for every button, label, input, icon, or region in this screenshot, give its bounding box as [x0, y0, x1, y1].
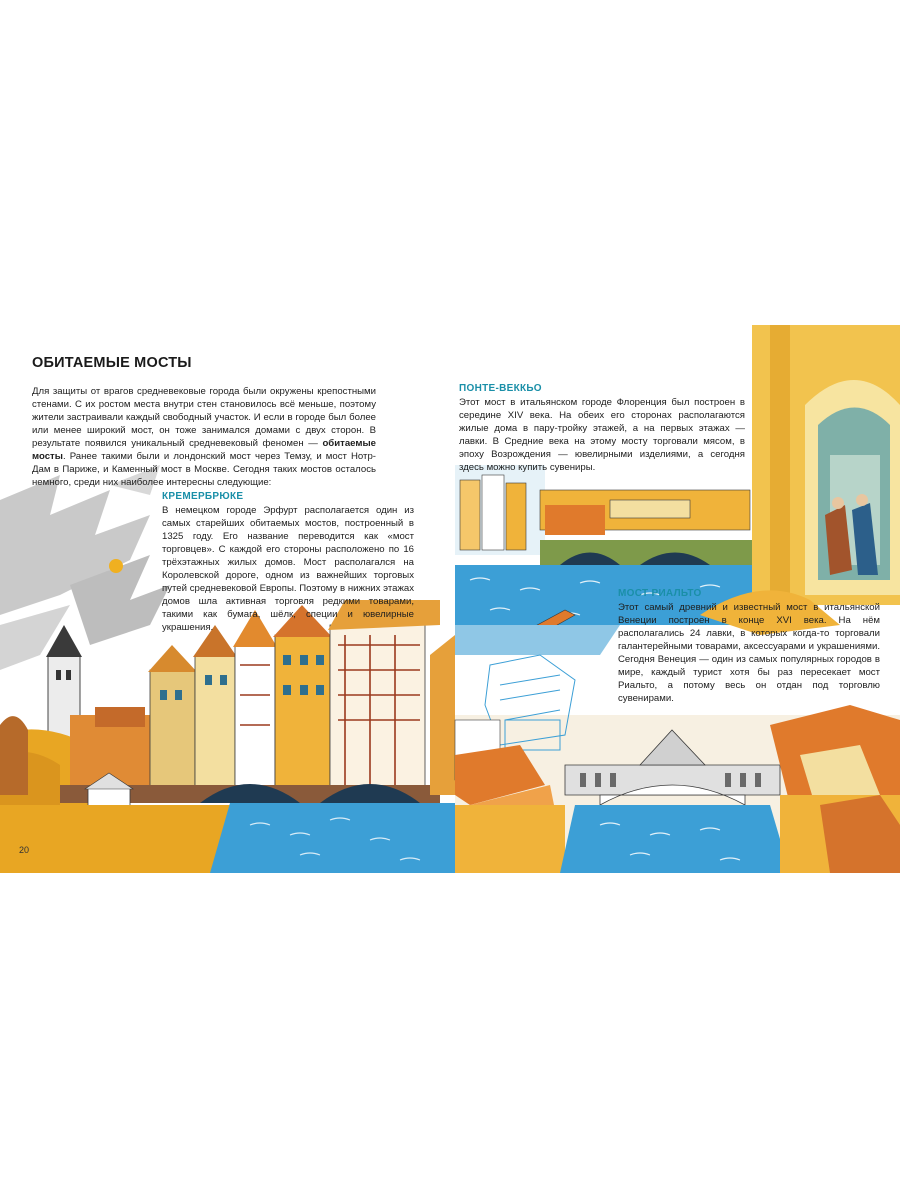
- kraemerbruecke-erfurt-illustration: [0, 600, 455, 873]
- kremerbruecke-heading: КРЕМЕРБРЮКЕ: [162, 491, 244, 502]
- book-spread: [0, 325, 900, 873]
- ponte-vecchio-heading: ПОНТЕ-ВЕККЬО: [459, 383, 542, 394]
- page-number: 20: [19, 845, 30, 855]
- rialto-heading: МОСТ РИАЛЬТО: [618, 588, 702, 599]
- sun-dot: [109, 559, 123, 573]
- rialto-section: [618, 587, 880, 705]
- intro-paragraph: [32, 385, 376, 489]
- intro-text-part1: Для защиты от врагов средневековые города были окружены крепостными стенами. С их ростом места внутри стен становилось всё меньше, поэтому жители застраивали каждый свободный участок. И если в городе был более или менее широкий мост, он тоже занимался домами с двух сторон. В результате появился уникальный средневековый феномен —: [32, 386, 376, 449]
- ponte-vecchio-text: Этот мост в итальянском городе Флоренция был построен в середине XIV века. На обеих его сторонах располагаются жилые дома в пару-тройку этажей, а на первых этажах — лавки. В Средние века на этому мосту торговали мясом, в эпоху Возрождения — ювелирными изделиями, а сегодня здесь можно купить сувениры.: [459, 397, 745, 473]
- kremerbruecke-text: В немецком городе Эрфурт располагается один из самых старейших обитаемых мостов, построенный в 1325 году. Его название переводится как «мост торговцев». С каждой его стороны расположено по 16 трёхэтажных жилых домов. Мост располагался на Королевской дороге, одном из важнейших торговых путей средневековой Европы. Поэтому в нижних этажах домов шла активная торговля редкими товарами, такими как бумага, шёлк, специи и ювелирные украшения.: [162, 505, 414, 633]
- rialto-text: Этот самый древний и известный мост в итальянской Венеции построен в конце XVI века. На нём располагались 24 лавки, в которых когда-то торговали галантерейными товарами, аксессуарами и украшениями. Сегодня Венеция — один из самых популярных городов в мире, каждый турист хотя бы раз пересекает мост Риальто, а потому весь он отдан под торговлю сувенирами.: [618, 602, 880, 704]
- kremerbruecke-section: [162, 490, 414, 634]
- intro-text-part2: . Ранее такими были и лондонский мост через Темзу, и мост Нотр-Дам в Париже, и Каменный мост в Москве. Сегодня таких мостов осталось немного, среди них наиболее интересны следующие:: [32, 451, 376, 488]
- page-title: ОБИТАЕМЫЕ МОСТЫ: [32, 355, 192, 371]
- intro-bold-term: обитаемые мосты: [32, 438, 376, 462]
- grey-clouds-decoration: [0, 465, 170, 670]
- ponte-vecchio-section: [459, 382, 745, 474]
